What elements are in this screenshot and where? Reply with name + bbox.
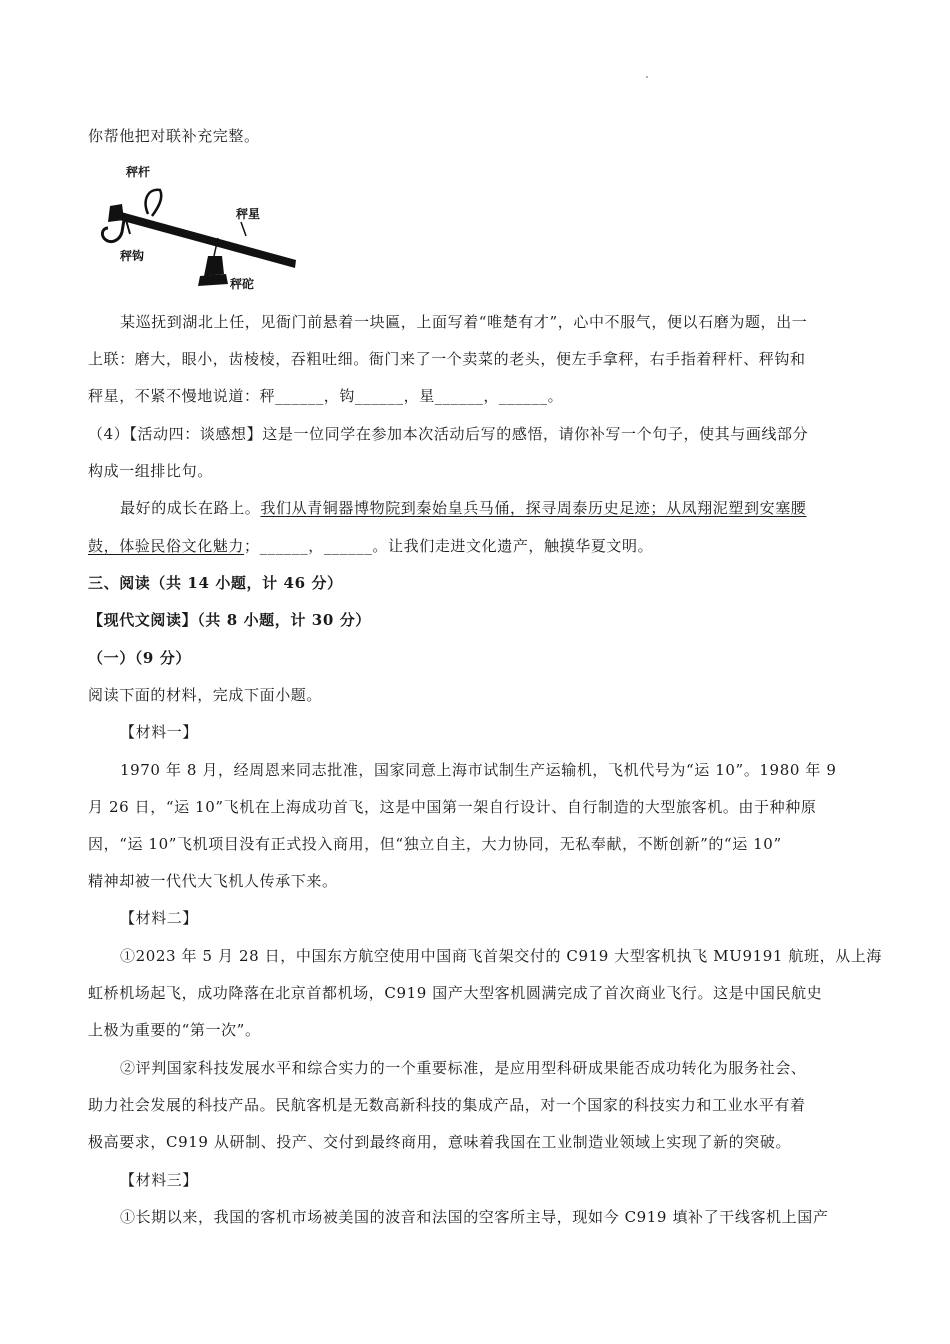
text-line: 精神却被一代代大飞机人传承下来。 <box>88 872 338 890</box>
text-line <box>120 498 880 518</box>
text-line: 构成一组排比句。 <box>88 462 213 480</box>
text-line: 阅读下面的材料，完成下面小题。 <box>88 686 323 704</box>
figure-label-star: 秤星 <box>236 207 261 221</box>
text-line: 某巡抚到湖北上任，见衙门前悬着一块匾，上面写着“唯楚有才”，心中不服气，便以石磨为题，出一 <box>120 313 808 331</box>
text-line: ①2023 年 5 月 28 日，中国东方航空使用中国商飞首架交付的 C919 大型客机执飞 MU9191 航班，从上海 <box>120 947 883 965</box>
section-heading: （一）（9 分） <box>88 649 191 667</box>
figure-label-beam: 秤杆 <box>126 165 151 179</box>
text-line: 虹桥机场起飞，成功降落在北京首都机场，C919 国产大型客机圆满完成了首次商业飞行。这是中国民航史 <box>88 984 823 1002</box>
section-heading: 三、阅读（共 14 小题，计 46 分） <box>88 574 343 592</box>
text-line: 极高要求，C919 从研制、投产、交付到最终商用，意味着我国在工业制造业领域上实现了新的突破。 <box>88 1133 792 1151</box>
text-line: ①长期以来，我国的客机市场被美国的波音和法国的空客所主导，现如今 C919 填补了干线客机上国产 <box>120 1208 829 1226</box>
material-heading: 【材料二】 <box>120 909 199 927</box>
text-line: 上联：磨大，眼小，齿棱棱，吞粗吐细。衙门来了一个卖菜的老头，便左手拿秤，右手指着秤杆、秤钩和 <box>88 350 806 368</box>
section-heading: 【现代文阅读】（共 8 小题，计 30 分） <box>88 611 371 629</box>
text-line: 1970 年 8 月，经周恩来同志批准，国家同意上海市试制生产运输机，飞机代号为“运 10”。1980 年 9 <box>120 761 837 779</box>
text-line: （4）【活动四：谈感想】这是一位同学在参加本次活动后写的感悟，请你补写一个句子，使其与画线部分 <box>88 425 809 443</box>
text-line: 秤星，不紧不慢地说道：秤______，钩______，星______，______。 <box>88 387 564 405</box>
text-run: ；______，______。让我们走进文化遗产，触摸华夏文明。 <box>244 537 654 555</box>
figure-label-weight: 秤砣 <box>230 277 255 291</box>
figure-label-hook: 秤钩 <box>120 249 145 263</box>
text-line: 助力社会发展的科技产品。民航客机是无数高新科技的集成产品，对一个国家的科技实力和工业水平有着 <box>88 1096 806 1114</box>
text-line: 月 26 日，“运 10”飞机在上海成功首飞，这是中国第一架自行设计、自行制造的大型旅客机。由于种种原 <box>88 798 817 816</box>
text-line: 上极为重要的“第一次”。 <box>88 1021 261 1039</box>
text-line: 你帮他把对联补充完整。 <box>88 127 260 145</box>
underlined-text: 我们从青铜器博物院到秦始皇兵马俑，探寻周泰历史足迹；从凤翔泥塑到安塞腰 <box>260 499 807 517</box>
underlined-text: 鼓，体验民俗文化魅力 <box>88 537 245 555</box>
material-heading: 【材料一】 <box>120 723 199 741</box>
text-line: ②评判国家科技发展水平和综合实力的一个重要标准，是应用型科研成果能否成功转化为服务社会、 <box>120 1059 807 1077</box>
page-mark <box>646 76 648 78</box>
steelyard-figure <box>96 160 306 295</box>
text-line <box>88 536 878 556</box>
text-line: 因，“运 10”飞机项目没有正式投入商用，但“独立自主，大力协同，无私奉献，不断创新”的“运 10” <box>88 835 782 853</box>
text-run: 最好的成长在路上。 <box>120 499 261 517</box>
material-heading: 【材料三】 <box>120 1171 199 1189</box>
